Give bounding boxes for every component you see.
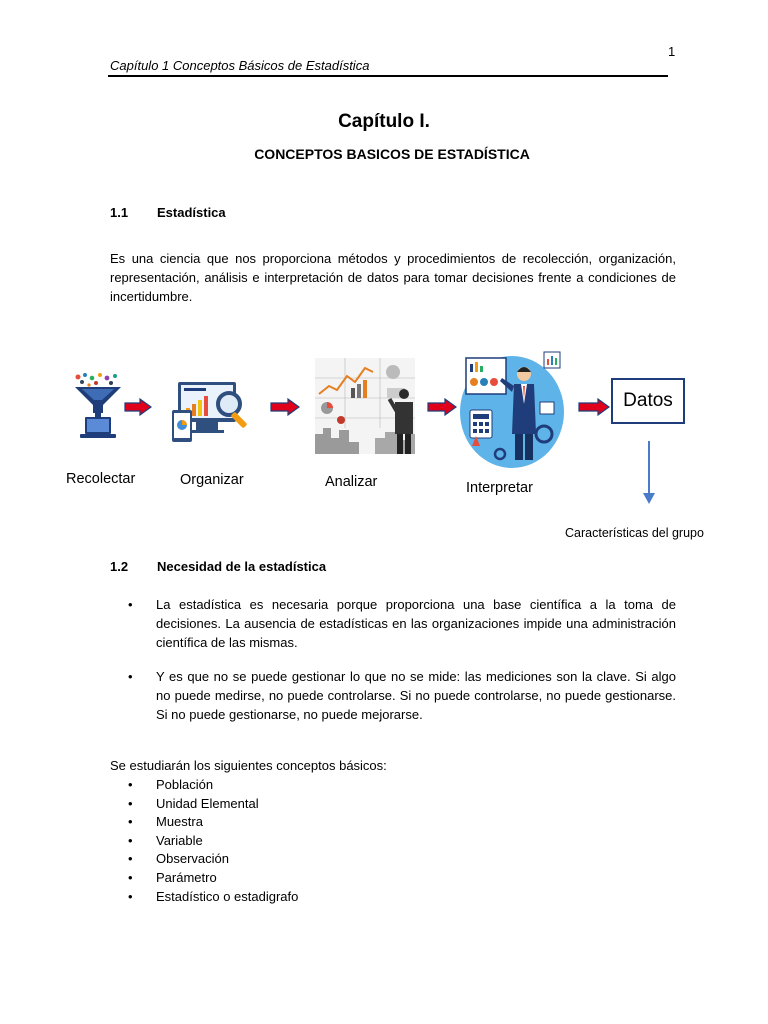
header-rule	[108, 75, 668, 77]
bullet-dot: •	[128, 597, 133, 612]
definition-paragraph: Es una ciencia que nos proporciona métodos y procedimientos de recolección, organización, representación, análisis e interpretación de datos para tomar decisiones frente a condiciones de incertidumbre.	[110, 251, 676, 304]
step-label-organizar: Organizar	[180, 472, 244, 488]
bullet-dot: •	[128, 832, 133, 848]
necesidad-list-2	[110, 667, 676, 724]
section-heading-1-1	[110, 205, 410, 223]
bullet-dot: •	[128, 888, 133, 904]
concept-text: Población	[156, 777, 214, 792]
list-item	[110, 869, 298, 888]
datos-label: Datos	[623, 390, 673, 411]
chapter-subtitle: CONCEPTOS BASICOS DE ESTADÍSTICA	[254, 146, 530, 162]
step-label-interpretar: Interpretar	[466, 480, 533, 496]
presenter-analytics-icon	[460, 350, 564, 468]
list-item	[110, 776, 298, 795]
step-label-recolectar: Recolectar	[66, 471, 136, 487]
down-arrow	[642, 441, 656, 505]
necesidad-list	[110, 595, 676, 652]
list-item	[110, 832, 298, 851]
bullet-text: Y es que no se puede gestionar lo que no se mide: las mediciones son la clave. Si algo no puede medirse, no puede controlarse. Si no puede controlarse, no puede gestionarse. Si no puede gestionarse, no puede mejorarse.	[156, 669, 676, 722]
concept-text: Estadístico o estadigrafo	[156, 888, 299, 904]
flow-arrow-2	[270, 398, 300, 416]
bullet-dot: •	[128, 869, 133, 885]
concepts-intro: Se estudiarán los siguientes conceptos básicos:	[110, 758, 387, 773]
section-title: Estadística	[157, 205, 226, 220]
businessman-analytics-icon	[315, 358, 415, 454]
list-item	[110, 888, 298, 907]
concepts-list	[110, 776, 298, 906]
running-header: Capítulo 1 Conceptos Básicos de Estadística	[110, 58, 370, 73]
bullet-dot: •	[128, 795, 133, 811]
list-item	[110, 795, 298, 814]
funnel-laptop-icon	[72, 373, 124, 441]
list-item	[110, 595, 676, 652]
bullet-dot: •	[128, 669, 133, 684]
section-number: 1.1	[110, 205, 129, 220]
list-item	[110, 667, 676, 724]
concept-text: Observación	[156, 851, 229, 867]
bullet-dot: •	[128, 814, 133, 830]
flow-arrow-3	[427, 398, 457, 416]
section-title: Necesidad de la estadística	[157, 559, 327, 574]
concept-text: Parámetro	[156, 869, 217, 885]
step-label-analizar: Analizar	[325, 474, 378, 490]
datos-box	[611, 378, 685, 424]
concept-text: Unidad Elemental	[156, 795, 259, 811]
list-item	[110, 850, 298, 869]
page-number: 1	[668, 44, 676, 59]
devices-magnifier-icon	[172, 378, 252, 446]
chapter-title: Capítulo I.	[338, 111, 430, 132]
flow-arrow-4	[578, 398, 610, 416]
diagram-caption: Características del grupo	[565, 526, 704, 540]
section-heading-1-2	[110, 559, 410, 577]
list-item	[110, 813, 298, 832]
bullet-text: La estadística es necesaria porque proporciona una base científica a la toma de decisiones. La ausencia de estadísticas en las organizaciones impide una administración científica de las mismas.	[156, 597, 676, 650]
concept-text: Muestra	[156, 814, 203, 830]
bullet-dot: •	[128, 851, 133, 867]
concept-text: Variable	[156, 832, 203, 848]
flow-arrow-1	[124, 398, 152, 416]
bullet-dot: •	[128, 777, 133, 792]
section-number: 1.2	[110, 559, 129, 574]
